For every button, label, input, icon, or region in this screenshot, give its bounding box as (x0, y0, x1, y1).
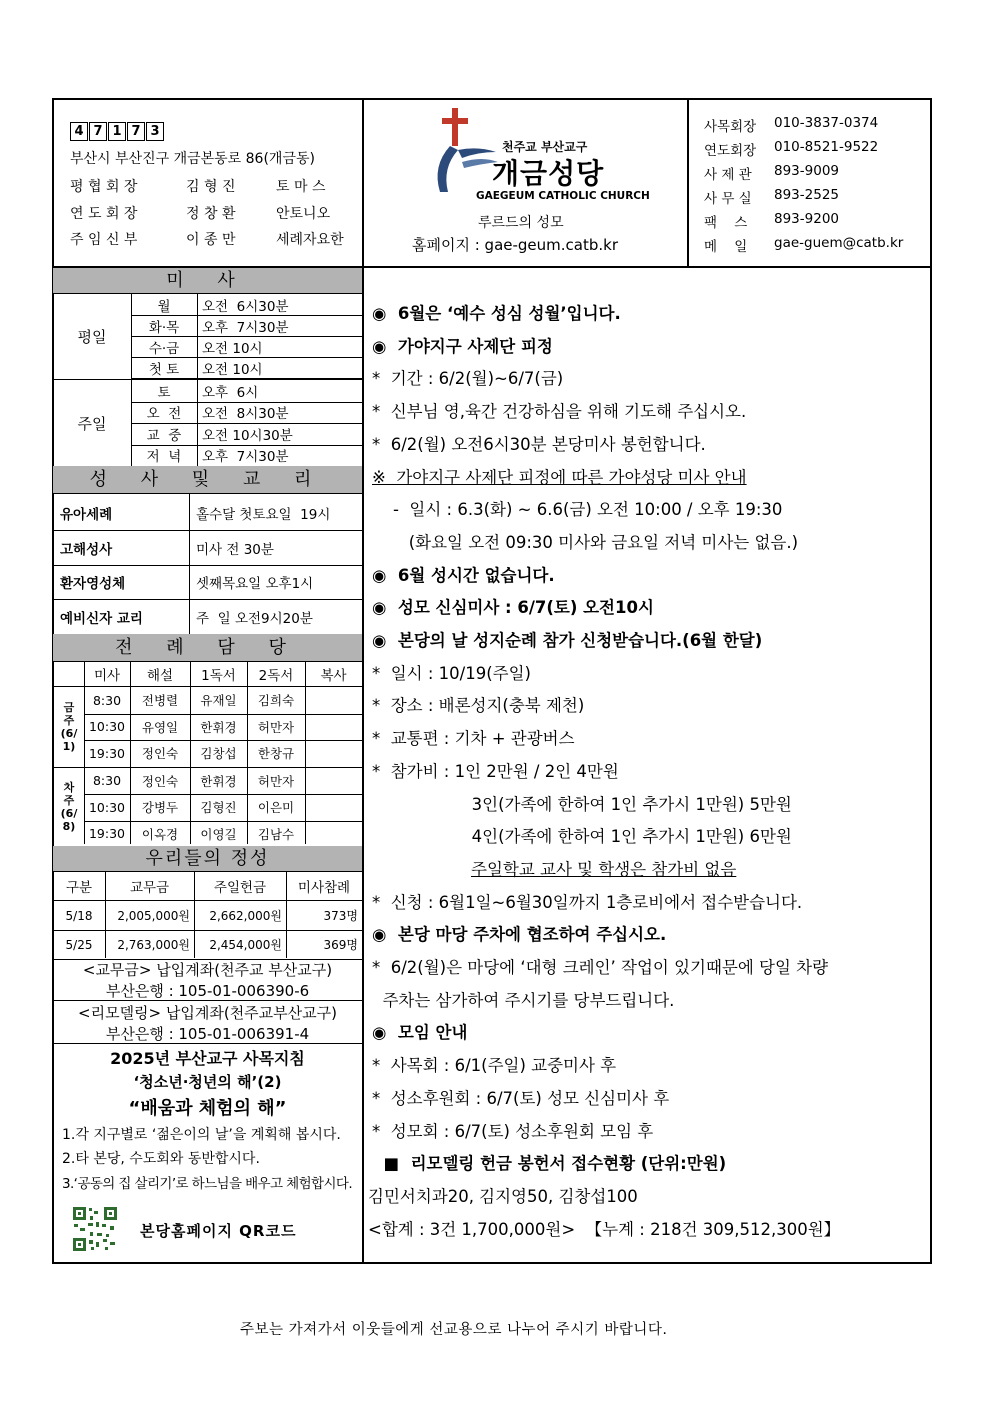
account2: 부산은행 : 105-01-006391-4 (105, 1025, 310, 1043)
account2-title: <리모델링> 납입계좌(천주교부산교구) (78, 1004, 337, 1022)
mass-time: 오전 10시 (202, 340, 263, 357)
liturgy-cell: 8:30 (92, 773, 122, 789)
sacrament-time: 셋째목요일 오후1시 (196, 576, 314, 592)
liturgy-cell (305, 714, 362, 741)
church-logo-icon (428, 106, 498, 196)
sacrament-name: 고해성사 (60, 541, 113, 558)
zip-digit: 4 (70, 122, 88, 141)
liturgy-cell: 10:30 (88, 799, 126, 815)
sacrament-time: 주 일 오전9시20분 (196, 610, 313, 627)
liturgy-cell: 19:30 (88, 745, 126, 761)
patron: 루르드의 성모 (478, 215, 564, 231)
account1: 부산은행 : 105-01-006390-6 (105, 982, 310, 1000)
pastoral-title: 2025년 부산교구 사목지침 (110, 1049, 305, 1068)
liturgy-cell: 김남수 (257, 826, 295, 842)
liturgy-header: 2독서 (258, 668, 294, 684)
notice-line: ◉ 본당의 날 성지순례 참가 신청받습니다.(6월 한달) (372, 631, 763, 650)
zip-digit: 1 (108, 122, 126, 141)
liturgy-cell: 이영길 (200, 826, 237, 842)
offering-cell: 5/18 (65, 908, 93, 923)
contact-value: 010-3837-0374 (774, 115, 879, 131)
contact-row (704, 163, 839, 183)
liturgy-cell (305, 768, 362, 795)
offering-cell: 5/25 (65, 937, 93, 952)
liturgy-cell: 강병두 (141, 800, 179, 816)
offering-cell: 373명 (323, 909, 358, 923)
qr-label: 본당홈페이지 QR코드 (140, 1222, 297, 1240)
notice-line: * 사목회 : 6/1(주일) 교중미사 후 (372, 1056, 617, 1076)
contact-label: 메 일 (704, 239, 748, 255)
zip-digit: 7 (127, 122, 145, 141)
liturgy-cell: 정인숙 (141, 773, 179, 789)
notice-line: ◉ 본당 마당 주차에 협조하여 주십시오. (372, 925, 667, 945)
mass-day: 수·금 (148, 340, 180, 357)
liturgy-cell: 정인숙 (141, 746, 179, 762)
pastoral-motto: “배움과 체험의 해” (128, 1098, 287, 1119)
liturgy-cell: 이은미 (257, 800, 295, 816)
contact-label: 사 무 실 (704, 191, 752, 207)
mass-day: 첫 토 (148, 361, 180, 378)
sacrament-name: 환자영성체 (60, 576, 126, 592)
notice-line: * 교통편 : 기차 + 관광버스 (372, 729, 575, 749)
church-name: 개금성당 (492, 157, 605, 190)
sacrament-name: 유아세례 (60, 507, 113, 523)
contact-row (704, 139, 878, 159)
liturgy-cell: 8:30 (92, 692, 122, 708)
contact-value: 893-9009 (774, 163, 839, 179)
notice-line: - 일시 : 6.3(화) ~ 6.6(금) 오전 10:00 / 오후 19:30 (372, 500, 783, 520)
notice-line: 주차는 삼가하여 주시기를 당부드립니다. (372, 990, 675, 1010)
mass-time: 오전 10시 (202, 361, 263, 378)
notice-line: ◉ 가야지구 사제단 피정 (372, 336, 553, 356)
offering-cell: 2,454,000원 (209, 938, 282, 952)
liturgy-cell: 한휘경 (200, 719, 237, 735)
pastoral-item-1: 1.각 지구별로 ‘젊은이의 날’을 계획해 봅시다. (62, 1127, 341, 1143)
contact-value: 893-2525 (774, 187, 839, 203)
contact-row (704, 211, 839, 231)
liturgy-cell: 10:30 (88, 719, 126, 735)
liturgy-cell (305, 821, 362, 848)
mass-day: 저 녁 (146, 449, 182, 465)
liturgy-cell (305, 740, 362, 767)
notice-line: ■ 리모델링 헌금 봉헌서 접수현황 (단위:만원) (372, 1154, 727, 1174)
contact-value: gae-guem@catb.kr (774, 235, 904, 251)
mass-time: 오후 7시30분 (202, 319, 289, 336)
footer-note: 주보는 가져가서 이웃들에게 선교용으로 나누어 주시기 바랍니다. (240, 1322, 668, 1338)
notice-line: 4인(가족에 한하여 1인 추가시 1만원) 6만원 (372, 827, 792, 847)
homepage: 홈페이지 : gae-geum.catb.kr (412, 236, 619, 254)
qr-code-icon[interactable] (72, 1206, 118, 1252)
link-president: 연 도 회 장 정 창 환 안토니오 (70, 206, 331, 222)
liturgy-header: 해설 (146, 668, 174, 684)
zip-digit: 7 (89, 122, 107, 141)
liturgy-cell: 유재일 (200, 693, 237, 709)
offering-cell: 2,763,000원 (117, 938, 190, 952)
mass-time: 오후 7시30분 (202, 449, 289, 465)
notice-line: * 기간 : 6/2(월)~6/7(금) (372, 369, 564, 389)
sunday-label: 주일 (77, 414, 107, 433)
contact-value: 010-8521-9522 (774, 139, 879, 155)
offering-cell: 2,662,000원 (209, 909, 282, 923)
liturgy-cell: 한휘경 (200, 773, 237, 789)
liturgy-cell: 19:30 (88, 826, 126, 842)
notice-line: ※ 가야지구 사제단 피정에 따른 가야성당 미사 안내 (372, 467, 747, 487)
mass-time: 오후 6시 (202, 384, 259, 401)
zip-digit: 3 (146, 122, 164, 141)
mass-day: 월 (157, 298, 171, 315)
table-rule (362, 662, 363, 844)
liturgy-cell (305, 687, 362, 714)
notice-line: ◉ 성모 신심미사 : 6/7(토) 오전10시 (372, 598, 654, 618)
church-name-en: GAEGEUM CATHOLIC CHURCH (476, 190, 650, 202)
council-president: 평 협 회 장 김 형 진 토 마 스 (70, 179, 326, 195)
notice-line: * 일시 : 10/19(주일) (372, 663, 531, 683)
liturgy-header: 1독서 (201, 668, 236, 684)
notice-line: 주일학교 교사 및 학생은 참가비 없음 (471, 859, 737, 879)
notice-line: * 6/2(월) 오전6시30분 본당미사 봉헌합니다. (372, 434, 706, 454)
liturgy-cell: 한창규 (257, 746, 295, 762)
sacraments-title: 성 사 및 교 리 (53, 466, 362, 494)
notice-line: <합계 : 3건 1,700,000원> 【누계 : 218건 309,512,300원】 (368, 1219, 841, 1239)
notice-line: * 신청 : 6월1일~6월30일까지 1층로비에서 접수받습니다. (372, 892, 803, 912)
contact-label: 팩 스 (704, 215, 748, 231)
mass-title: 미 사 (53, 268, 362, 294)
header-contacts-divider (687, 98, 689, 266)
notice-line: 3인(가족에 한하여 1인 추가시 1만원) 5만원 (372, 794, 792, 814)
mass-time: 오전 8시30분 (202, 406, 289, 422)
offering-header: 주일헌금 (213, 880, 267, 896)
diocese-label: 천주교 부산교구 (502, 140, 588, 154)
account1-title: <교무금> 납입계좌(천주교 부산교구) (82, 961, 333, 979)
contact-label: 연도회장 (704, 143, 757, 159)
church-address: 부산시 부산진구 개금본동로 86(개금동) (70, 151, 315, 167)
notice-line: * 신부님 영,육간 건강하심을 위해 기도해 주십시오. (372, 402, 747, 422)
notice-line: ◉ 6월은 ‘예수 성심 성월’입니다. (372, 304, 621, 323)
mass-day: 오 전 (146, 406, 182, 422)
notice-line: * 장소 : 배론성지(충북 제천) (372, 696, 585, 716)
notice-line: * 성모회 : 6/7(토) 성소후원회 모임 후 (372, 1121, 654, 1141)
liturgy-cell (305, 794, 362, 821)
zip-code (70, 122, 164, 141)
mass-time: 오전 10시30분 (202, 427, 293, 444)
mass-time: 오전 6시30분 (202, 298, 289, 315)
liturgy-cell: 김형진 (200, 800, 237, 816)
pastoral-divider (53, 1043, 362, 1044)
liturgy-cell: 김창섭 (200, 746, 237, 762)
liturgy-cell: 유영일 (141, 719, 179, 735)
sacrament-time: 홀수달 첫토요일 19시 (196, 507, 331, 523)
liturgy-cell: 이옥경 (141, 826, 179, 842)
liturgy-cell: 김희숙 (257, 693, 295, 709)
notice-line: ◉ 6월 성시간 없습니다. (372, 565, 555, 585)
offering-header: 미사참례 (297, 880, 351, 896)
notice-line: * 6/2(월)은 마당에 ‘대형 크레인’ 작업이 있기때문에 당일 차량 (372, 958, 829, 977)
contact-label: 사 제 관 (704, 167, 752, 183)
pastoral-item-2: 2.타 본당, 수도회와 동반합시다. (62, 1151, 260, 1167)
liturgy-week-label: 차 주 (6/ 8) (60, 781, 78, 834)
sacrament-name: 예비신자 교리 (60, 610, 143, 627)
contact-row (704, 115, 878, 135)
offering-header: 구분 (65, 880, 93, 896)
notice-line: 김민서치과20, 김지영50, 김창섭100 (368, 1186, 638, 1206)
liturgy-cell: 전병렬 (141, 693, 179, 709)
sacrament-time: 미사 전 30분 (196, 541, 274, 558)
offering-cell: 369명 (323, 938, 358, 952)
mass-day: 교 중 (146, 427, 182, 444)
offering-header: 교무금 (129, 880, 170, 896)
liturgy-week-label: 금 주 (6/ 1) (60, 700, 78, 753)
mass-day: 화·목 (148, 319, 180, 336)
notice-line: * 참가비 : 1인 2만원 / 2인 4만원 (372, 761, 619, 781)
liturgy-title: 전 례 담 당 (53, 634, 362, 662)
account-divider (53, 1000, 362, 1001)
notice-line: ◉ 모임 안내 (372, 1023, 468, 1043)
liturgy-header: 복사 (320, 668, 347, 684)
table-rule (197, 294, 198, 466)
liturgy-cell: 허만자 (257, 719, 295, 735)
notice-line: * 성소후원회 : 6/7(토) 성모 신심미사 후 (372, 1088, 670, 1108)
notice-line: (화요일 오전 09:30 미사와 금요일 저녁 미사는 없음.) (372, 532, 798, 552)
weekday-label: 평일 (77, 327, 107, 346)
liturgy-header: 미사 (93, 668, 121, 684)
contact-row (704, 187, 839, 207)
contact-row (704, 235, 903, 255)
offering-title: 우리들의 정성 (53, 846, 362, 872)
contact-label: 사목회장 (704, 119, 757, 135)
contact-value: 893-9200 (774, 211, 839, 227)
pastor: 주 임 신 부 이 종 만 세례자요한 (70, 232, 344, 248)
pastoral-subtitle: ‘청소년·청년의 해’(2) (133, 1073, 282, 1091)
offering-cell: 2,005,000원 (117, 909, 190, 923)
mass-day: 토 (157, 384, 171, 401)
pastoral-item-3: 3.‘공동의 집 살리기’로 하느님을 배우고 체험합시다. (62, 1176, 353, 1192)
liturgy-cell: 허만자 (257, 773, 295, 789)
